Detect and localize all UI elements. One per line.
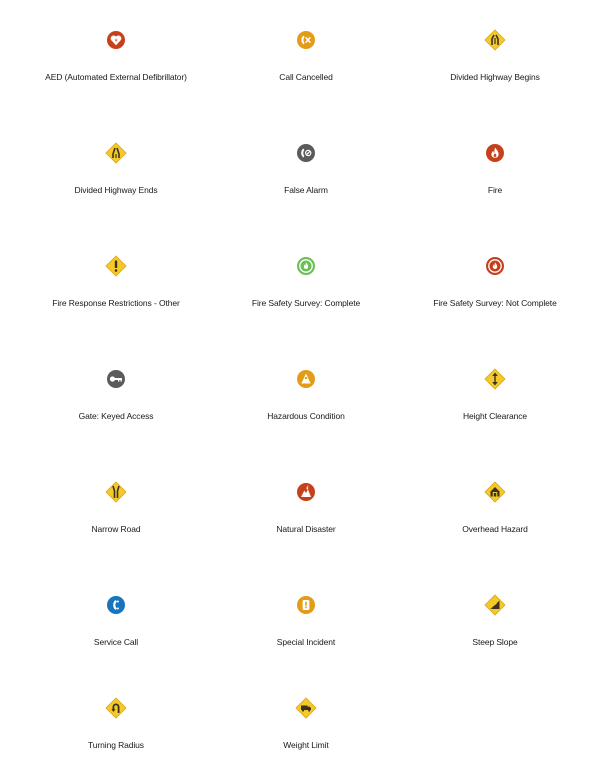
legend-label: AED (Automated External Defibrillator) <box>45 72 187 82</box>
legend-item-fire <box>393 142 597 212</box>
warning-exclamation-icon <box>105 255 127 277</box>
legend-item-natural-disaster <box>204 481 408 551</box>
legend-item-overhead-hazard <box>393 481 597 551</box>
legend-label: Gate: Keyed Access <box>78 411 154 421</box>
legend-item-hazardous-condition <box>204 368 408 438</box>
legend-item-aed <box>14 29 218 99</box>
service-call-phone-icon <box>105 594 127 616</box>
divided-highway-begins-icon <box>484 29 506 51</box>
fire-icon <box>484 142 506 164</box>
legend-item-service-call <box>14 594 218 664</box>
legend-label: Fire <box>487 185 503 195</box>
legend-item-fire-safety-survey-complete <box>204 255 408 325</box>
legend-label: Natural Disaster <box>276 524 336 534</box>
legend-label: Service Call <box>93 637 139 647</box>
legend-item-steep-slope <box>393 594 597 664</box>
legend-item-false-alarm <box>204 142 408 212</box>
legend-label: Divided Highway Begins <box>450 72 540 82</box>
legend-item-fire-safety-survey-not-complete <box>393 255 597 325</box>
narrow-road-icon <box>105 481 127 503</box>
legend-label: Call Cancelled <box>279 72 333 82</box>
legend-label: Special Incident <box>276 637 336 647</box>
legend-label: Hazardous Condition <box>267 411 345 421</box>
legend-item-call-cancelled <box>204 29 408 99</box>
false-alarm-icon <box>295 142 317 164</box>
natural-disaster-icon <box>295 481 317 503</box>
call-cancelled-icon <box>295 29 317 51</box>
legend-item-weight-limit <box>204 697 408 767</box>
fire-survey-complete-icon <box>295 255 317 277</box>
legend-label: Turning Radius <box>88 740 144 750</box>
legend-label: Height Clearance <box>462 411 528 421</box>
legend-label: Fire Safety Survey: Complete <box>251 298 361 308</box>
special-incident-icon <box>295 594 317 616</box>
legend-label: False Alarm <box>284 185 328 195</box>
aed-heart-icon <box>105 29 127 51</box>
legend-label: Fire Response Restrictions - Other <box>52 298 180 308</box>
turning-radius-icon <box>105 697 127 719</box>
legend-label: Weight Limit <box>283 740 329 750</box>
height-clearance-icon <box>484 368 506 390</box>
fire-survey-not-complete-icon <box>484 255 506 277</box>
legend-label: Narrow Road <box>91 524 141 534</box>
legend-item-fire-response-restrictions <box>14 255 218 325</box>
divided-highway-ends-icon <box>105 142 127 164</box>
hazard-cone-icon <box>295 368 317 390</box>
legend-item-height-clearance <box>393 368 597 438</box>
legend-label: Divided Highway Ends <box>74 185 158 195</box>
legend-label: Overhead Hazard <box>462 524 528 534</box>
legend-item-special-incident <box>204 594 408 664</box>
weight-limit-truck-icon <box>295 697 317 719</box>
overhead-hazard-icon <box>484 481 506 503</box>
legend-label: Fire Safety Survey: Not Complete <box>433 298 557 308</box>
key-gate-icon <box>105 368 127 390</box>
legend-item-divided-highway-ends <box>14 142 218 212</box>
legend-item-narrow-road <box>14 481 218 551</box>
legend-item-divided-highway-begins <box>393 29 597 99</box>
legend-label: Steep Slope <box>472 637 518 647</box>
legend-item-gate-keyed-access <box>14 368 218 438</box>
steep-slope-icon <box>484 594 506 616</box>
legend-item-turning-radius <box>14 697 218 767</box>
